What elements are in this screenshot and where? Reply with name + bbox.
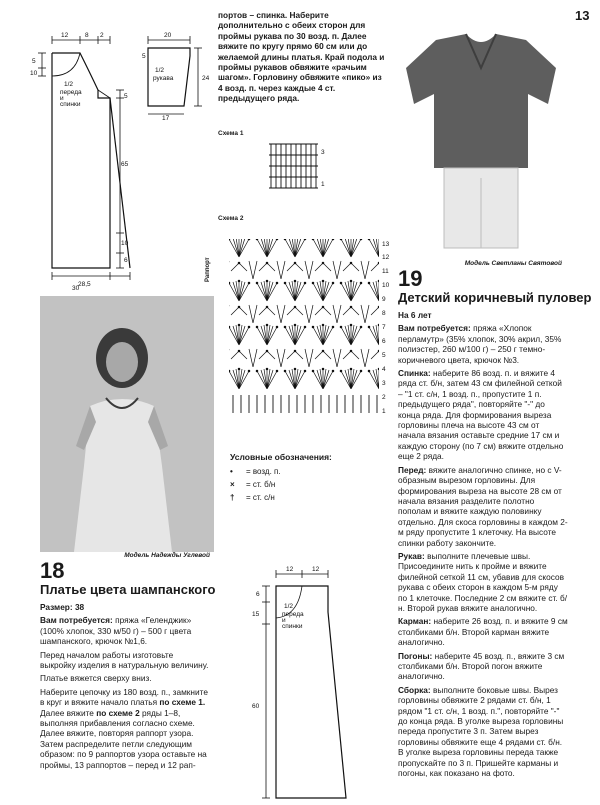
svg-text:4: 4 [382,366,386,373]
article18-body: Размер: 38 Вам потребуется: пряжа «Геленджик» (100% хлопок, 330 м/50 г) – 500 г цвета шампанского, крючок №1,6. Перед началом работы изготовьте выкройку изделия в натуральную величину. Платье вяжется сверху вниз. Наберите цепочку из 180 возд. п., замкните в круг и вяжите начало платья по схеме 1. Далее вяжите по схеме 2 ряды 1–8, выполняя прибавления согласно схеме. Далее вяжите, повторяя раппорт узора. Затем распределите петли следующим образом: по 9 раппортов узора оставьте на проймы, 13 раппортов – перед и 12 рап- [40,602,209,770]
svg-text:5: 5 [32,58,36,65]
svg-text:10: 10 [382,282,390,289]
svg-text:рукава: рукава [153,75,174,82]
svg-text:и: и [282,617,286,624]
svg-text:10: 10 [30,70,38,77]
svg-text:12: 12 [382,254,390,261]
scheme2-side-label: Раппорт [205,257,211,282]
svg-text:и: и [60,95,64,102]
svg-text:12: 12 [61,32,69,39]
dress-photo [40,296,214,552]
svg-text:30: 30 [72,285,80,290]
scheme2-chart [225,235,395,425]
svg-text:1/2: 1/2 [64,81,74,88]
scheme2-title: Схема 2 [218,215,244,222]
svg-text:24: 24 [202,75,210,82]
sweater-illustration [396,28,566,260]
article19-number: 19 [398,266,423,291]
svg-text:12: 12 [312,566,320,573]
svg-text:1: 1 [382,408,386,415]
page-number: 13 [575,8,590,23]
svg-text:15: 15 [252,611,260,618]
svg-text:17: 17 [162,115,170,120]
continuation-text: портов – спинка. Наберите дополнительно с обеих сторон для проймы рукава по 30 возд. п. Далее вяжите по кругу прямо 60 см или до желаемой длины платья. Край подола и проймы рукавов обвяжите «рачьим шагом». Горловину обвяжите «пико» из 4 возд. п. через каждые 4 ст. предыдущего ряда. [218,10,385,104]
svg-text:5: 5 [142,53,146,60]
svg-text:спинки: спинки [60,101,81,108]
chain-stitch-symbol: • [230,467,233,476]
dress-pattern-top [0,28,140,290]
sleeve-pattern [140,28,215,120]
scheme1-title: Схема 1 [218,130,244,137]
article19-title: Детский коричневый пуловер [398,290,592,305]
svg-text:10: 10 [121,240,129,247]
svg-text:переда: переда [60,89,82,96]
svg-text:6: 6 [124,257,128,264]
svg-text:9: 9 [382,296,386,303]
svg-text:20: 20 [164,32,172,39]
svg-text:11: 11 [382,268,389,275]
svg-text:28,5: 28,5 [78,281,91,288]
svg-text:2: 2 [100,32,104,39]
legend-title: Условные обозначения: [230,452,332,462]
svg-text:3: 3 [321,149,325,156]
legend-item: • = возд. п. × = ст. б/н † = ст. с/н [230,467,281,502]
dress-model-illustration [40,296,214,552]
svg-text:7: 7 [382,324,386,331]
svg-text:1/2: 1/2 [284,603,294,610]
article19-body: На 6 лет Вам потребуется: пряжа «Хлопок перламутр» (35% хлопок, 30% акрил, 35% полиэстер, 260 м/100 г) – 250 г темно-коричневого цвета, крючок №3. Спинка: наберите 86 возд. п. и вяжите 4 ряда ст. б/н, затем 43 см филейной сеткой – "1 ст. с/н, 1 возд. п., пропустите 1 п. предыдущего ряда", повторяйте "-" до конца ряда. Для формирования выреза горловины плеча на высоте 43 см от начала вязания оставьте средние 17 см и каждую сторону (по 7 см) вяжите отдельно еще 2 ряда. Перед: вяжите аналогично спинке, но с V-образным вырезом горловины. Для формирования выреза на высоте 28 см от начала вязания разделите полотно пополам и вяжите каждую половинку отдельно. Для скоса горловины в каждом 2-м ряду пропустите 1 клеточку. На высоте спинки работу закончите. Рукав: выполните плечевые швы. Присоедините нить к пройме и вяжите филейной сеткой 11 см, убавив для скосов рукава с обеих сторон в каждом 5-м ряду по 1 клеточке. Последние 2 см вяжите ст. б/н. Второй рукав вяжите аналогично. Карман: наберите 26 возд. п. и вяжите 9 см столбиками б/н. Второй карман вяжите аналогично. Погоны: наберите 45 возд. п., вяжите 3 см столбиками б/н. Второй погон вяжите аналогично. Сборка: выполните боковые швы. Вырез горловины обвяжите 2 рядами ст. б/н, 1 рядом "1 ст. с/н, 1 возд. п.", повторяйте "-" до конца ряда. В уголке выреза горловины переда пропустите 3 п. Затем вырез горловины обвяжите еще 4 рядами ст. б/н. В уголке выреза горловины переда также пропускайте по 3 п. Пришейте карманы и погоны, как показано на фото. [398,310,568,779]
single-crochet-symbol: × [230,480,235,489]
svg-text:8: 8 [382,310,386,317]
svg-text:5: 5 [124,93,128,100]
svg-text:6: 6 [382,338,386,345]
article18-title: Платье цвета шампанского [40,582,216,597]
svg-text:1: 1 [321,181,325,188]
svg-text:6: 6 [256,591,260,598]
dress-pattern-bottom [246,562,356,802]
svg-text:8: 8 [85,32,89,39]
sweater-photo-caption: Модель Светланы Святовой [464,260,562,267]
svg-text:3: 3 [382,380,386,387]
svg-text:5: 5 [382,352,386,359]
scheme1-chart [265,140,335,195]
svg-text:спинки: спинки [282,623,303,630]
double-crochet-symbol: † [230,493,235,502]
svg-text:2: 2 [382,394,386,401]
svg-text:13: 13 [382,241,390,248]
sweater-photo [396,28,566,260]
svg-text:1/2: 1/2 [155,67,165,74]
svg-text:65: 65 [121,161,129,168]
dress-photo-caption: Модель Надежды Углевой [124,552,210,559]
svg-text:60: 60 [252,703,260,710]
svg-text:переда: переда [282,611,304,618]
article18-number: 18 [40,558,65,583]
svg-text:12: 12 [286,566,294,573]
